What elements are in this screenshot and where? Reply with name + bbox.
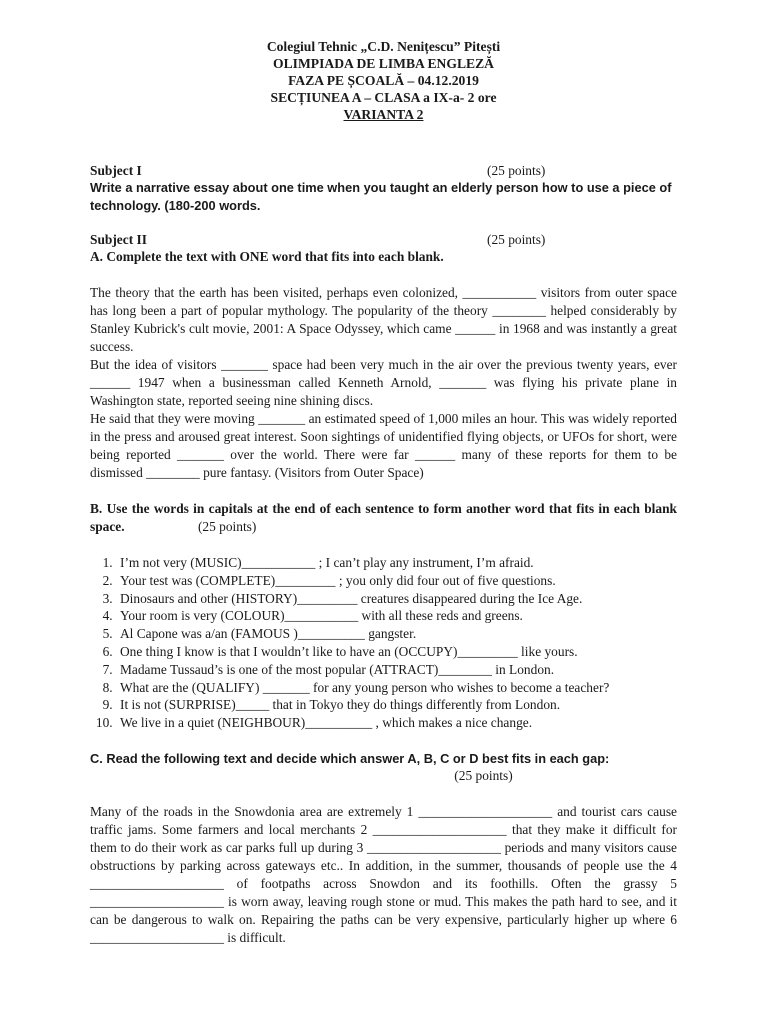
- task-b-points: (25 points): [197, 519, 257, 534]
- task-b-instruction: [90, 500, 677, 536]
- subject1-task: Write a narrative essay about one time when you taught an elderly person how to use a piece of technology. (180-200 words.: [90, 180, 672, 213]
- task-b-list: [90, 554, 677, 732]
- subject2-points: (25 points): [487, 232, 546, 247]
- subject2-title: Subject II: [90, 232, 147, 247]
- list-item: 5. Al Capone was a/an (FAMOUS )__________ gangster.: [116, 625, 677, 643]
- task-a-instruction: A. Complete the text with ONE word that fits into each blank.: [90, 249, 444, 264]
- text-a-paragraph-1: The theory that the earth has been visited, perhaps even colonized, ___________ visitors from outer space has long been a part of popular mythology. The popularity of the theory ________ helped considerably by Stanley Kubrick's cult movie, 2001: A Space Odyssey, which came ______ in 1968 and was instantly a great success.: [90, 285, 677, 354]
- section-line: SECȚIUNEA A – CLASA a IX-a- 2 ore: [270, 90, 497, 105]
- list-item: 1. I’m not very (MUSIC)___________ ; I can’t play any instrument, I’m afraid.: [116, 554, 677, 572]
- list-item: 3. Dinosaurs and other (HISTORY)_________ creatures disappeared during the Ice Age.: [116, 590, 677, 608]
- subject1-points: (25 points): [487, 163, 546, 178]
- olympiad-title: OLIMPIADA DE LIMBA ENGLEZĂ: [273, 56, 494, 71]
- worksheet-page: [90, 38, 677, 947]
- subject1-heading: [90, 163, 677, 179]
- document-header: [90, 38, 677, 123]
- task-c-points: (25 points): [454, 768, 513, 784]
- variant-line: VARIANTA 2: [343, 107, 424, 122]
- list-item: 10. We live in a quiet (NEIGHBOUR)__________ , which makes a nice change.: [116, 714, 677, 732]
- list-item: 2. Your test was (COMPLETE)_________ ; you only did four out of five questions.: [116, 572, 677, 590]
- task-c-instruction: C. Read the following text and decide which answer A, B, C or D best fits in each gap:: [90, 750, 610, 766]
- list-item: 4. Your room is very (COLOUR)___________ with all these reds and greens.: [116, 607, 677, 625]
- text-a-paragraph-2: But the idea of visitors _______ space had been very much in the air over the previous twenty years, ever ______ 1947 when a businessman called Kenneth Arnold, _______ was flying his private plane in Washington state, reported seeing nine shining discs.: [90, 357, 677, 408]
- list-item: 9. It is not (SURPRISE)_____ that in Tokyo they do things differently from London.: [116, 696, 677, 714]
- phase-line: FAZA PE ȘCOALĂ – 04.12.2019: [288, 73, 479, 88]
- task-b-text: B. Use the words in capitals at the end of each sentence to form another word that fits in each blank space.: [90, 501, 677, 534]
- subject1-title: Subject I: [90, 163, 142, 178]
- school-name: Colegiul Tehnic „C.D. Nenițescu” Pitești: [266, 39, 501, 54]
- list-item: 6. One thing I know is that I wouldn’t like to have an (OCCUPY)_________ like yours.: [116, 643, 677, 661]
- text-a-paragraph-3: He said that they were moving _______ an estimated speed of 1,000 miles an hour. This was widely reported in the press and aroused great interest. Soon sightings of unidentified flying objects, or UFOs for short, were being reported _______ over the world. There were far ______ many of these reports for them to be dismissed ________ pure fantasy. (Visitors from Outer Space): [90, 411, 677, 480]
- list-item: 8. What are the (QUALIFY) _______ for any young person who wishes to become a teacher?: [116, 679, 677, 697]
- subject2-heading: [90, 232, 677, 248]
- text-c-paragraph: Many of the roads in the Snowdonia area are extremely 1 ____________________ and tourist cars cause traffic jams. Some farmers and local merchants 2 ____________________ that they make it difficult for them to do their work as car parks full up during 3 ____________________ periods and many visitors cause obstructions by parking across gateways etc.. In addition, in the summer, thousands of people use the 4 ____________________ of footpaths across Snowdon and its foothills. Often the grassy 5 ____________________ is worn away, leaving rough stone or mud. This makes the path hard to see, and it can be dangerous to walk on. Repairing the paths can be very expensive, particularly higher up where 6 ____________________ is difficult.: [90, 804, 677, 946]
- list-item: 7. Madame Tussaud’s is one of the most popular (ATTRACT)________ in London.: [116, 661, 677, 679]
